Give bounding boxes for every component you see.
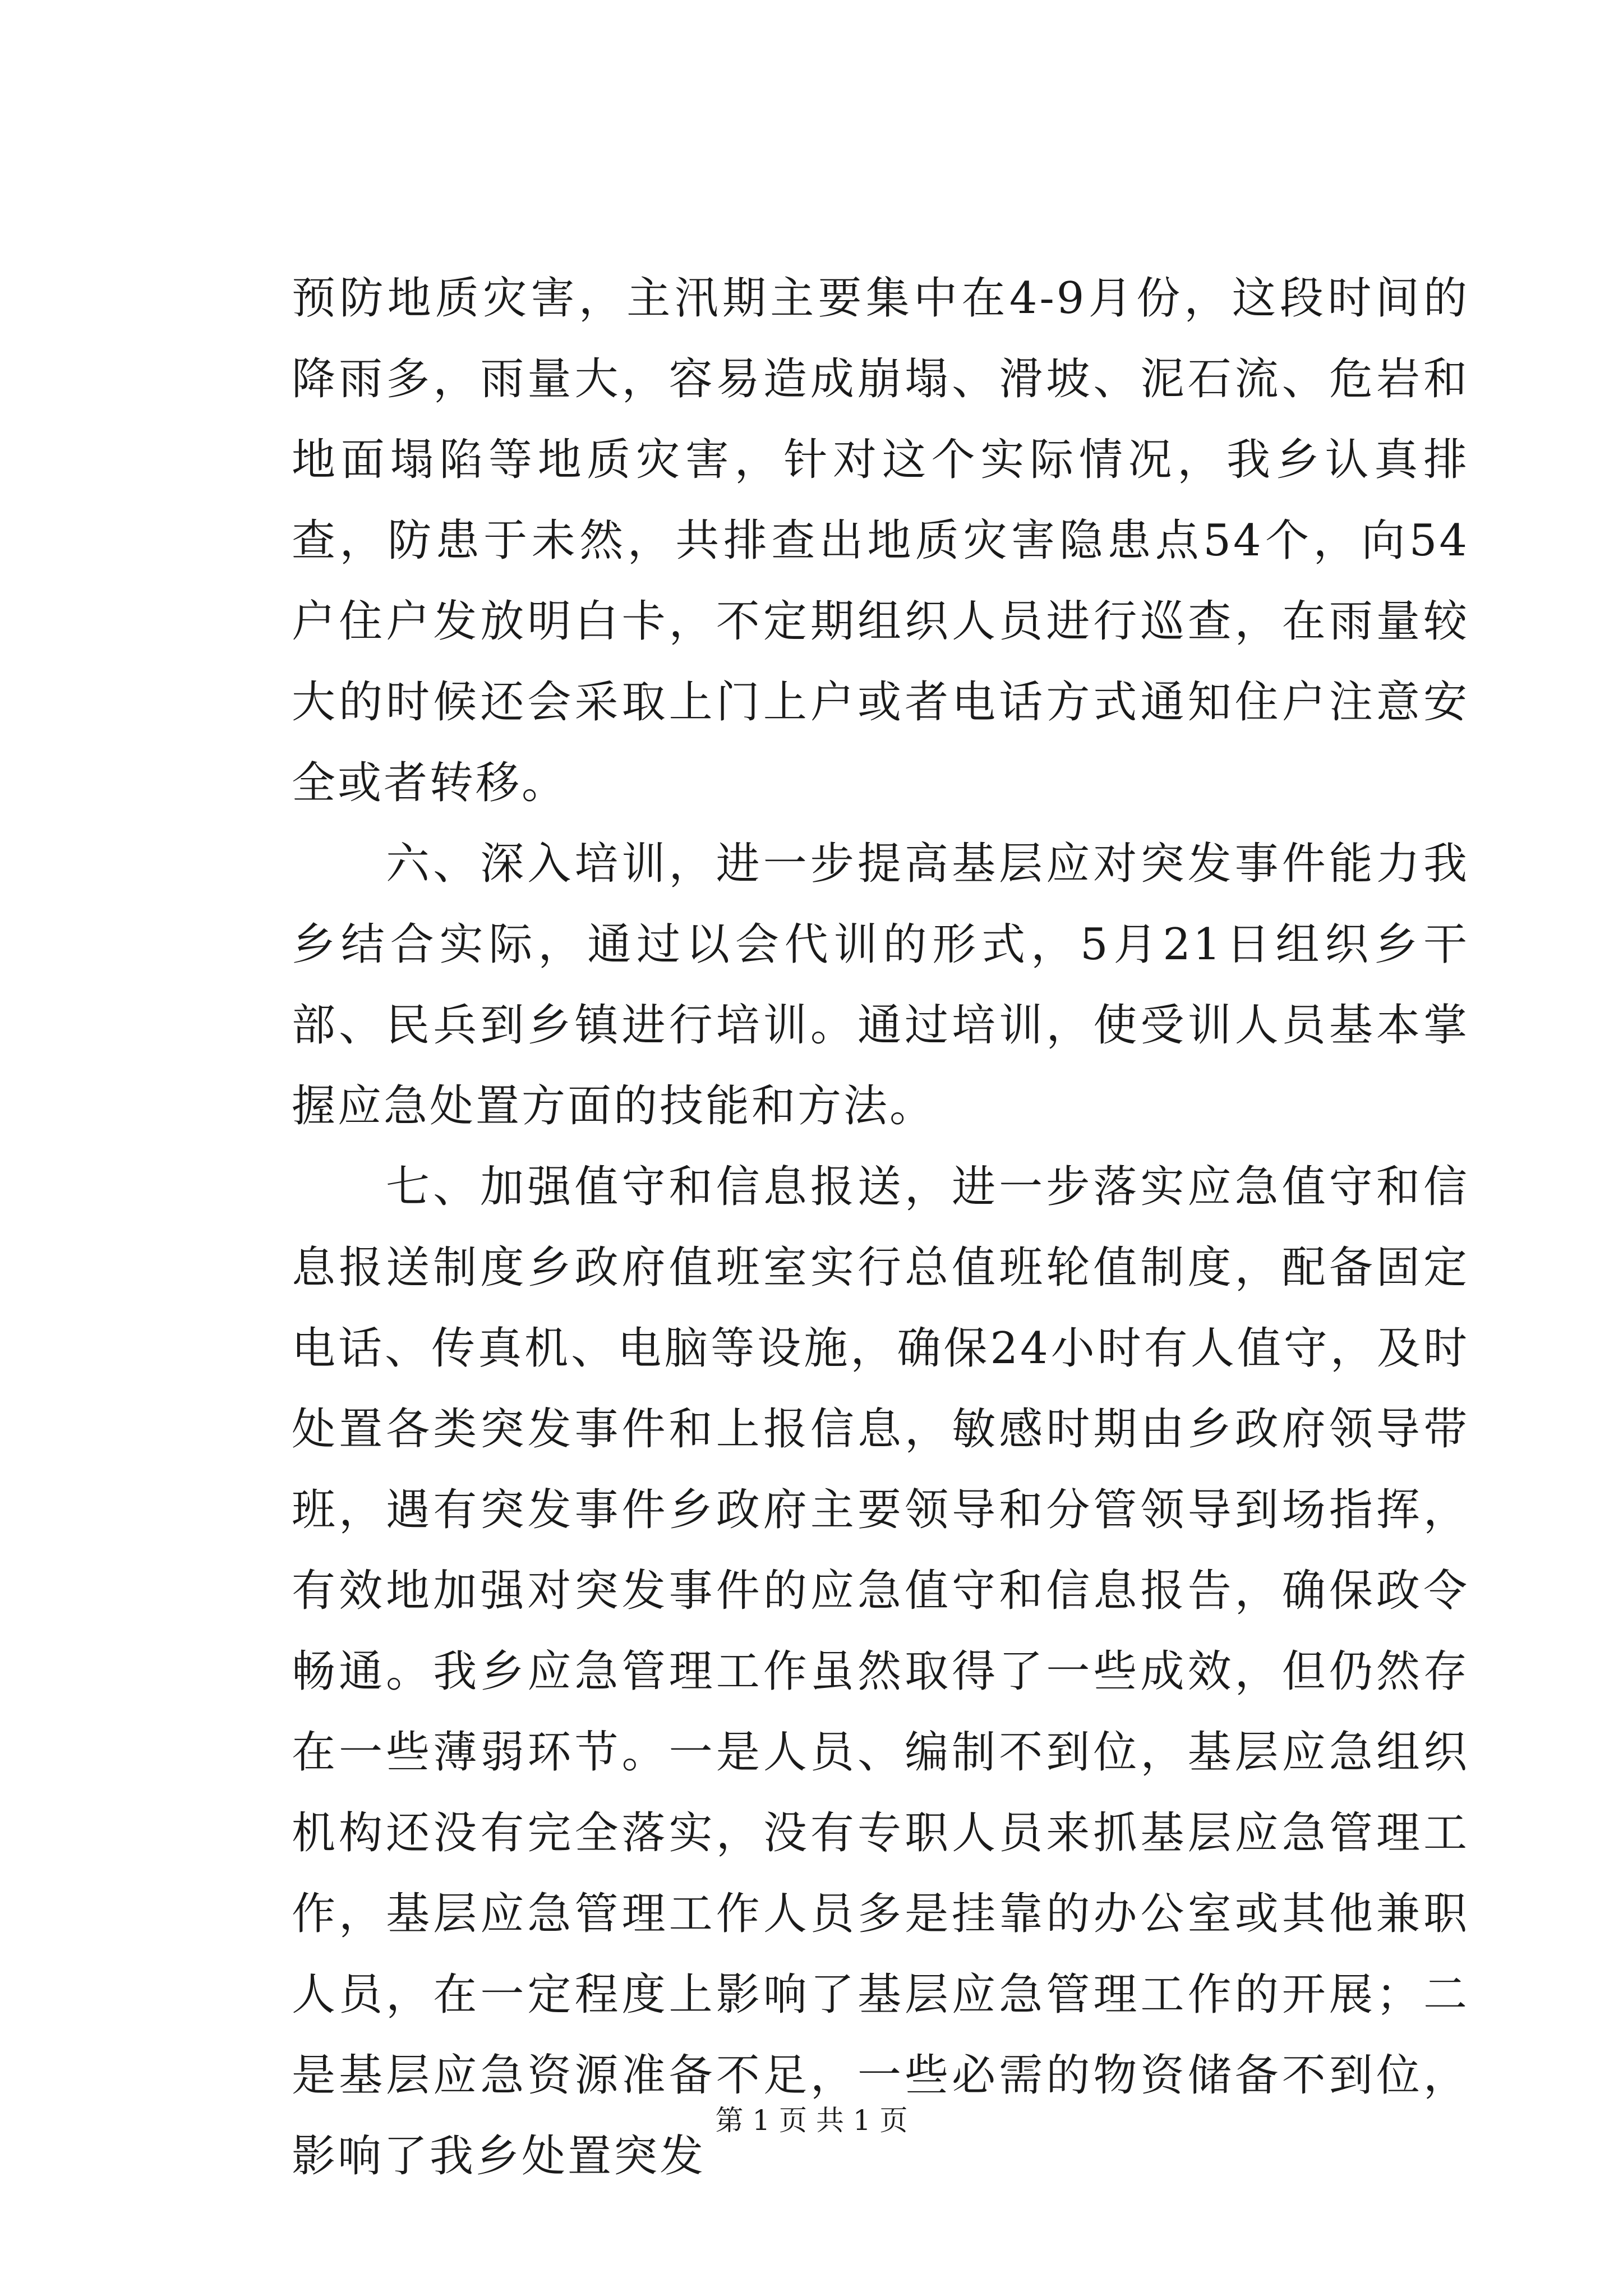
page-footer: 第 1 页 共 1 页 <box>715 2104 908 2137</box>
paragraph-duty-and-reporting: 七、加强值守和信息报送，进一步落实应急值守和信息报送制度乡政府值班室实行总值班轮值制度，配备固定电话、传真机、电脑等设施，确保24小时有人值守，及时处置各类突发事件和上报信息，敏感时期由乡政府领导带班，遇有突发事件乡政府主要领导和分管领导到场指挥，有效地加强对突发事件的应急值守和信息报告，确保政令畅通。我乡应急管理工作虽然取得了一些成效，但仍然存在一些薄弱环节。一是人员、编制不到位，基层应急组织机构还没有完全落实，没有专职人员来抓基层应急管理工作，基层应急管理工作人员多是挂靠的办公室或其他兼职人员，在一定程度上影响了基层应急管理工作的开展；二是基层应急资源准备不足，一些必需的物资储备不到位，影响了我乡处置突发 <box>292 1162 1469 2182</box>
document-body <box>292 258 1469 2197</box>
paragraph-geological-disaster: 预防地质灾害，主汛期主要集中在4-9月份，这段时间的降雨多，雨量大，容易造成崩塌、滑坡、泥石流、危岩和地面塌陷等地质灾害，针对这个实际情况，我乡认真排查，防患于未然，共排查出地质灾害隐患点54个，向54户住户发放明白卡，不定期组织人员进行巡查，在雨量较大的时候还会采取上门上户或者电话方式通知住户注意安全或者转移。 <box>292 273 1469 808</box>
paragraph-training: 六、深入培训，进一步提高基层应对突发事件能力我乡结合实际，通过以会代训的形式，5月21日组织乡干部、民兵到乡镇进行培训。通过培训，使受训人员基本掌握应急处置方面的技能和方法。 <box>292 839 1469 1131</box>
